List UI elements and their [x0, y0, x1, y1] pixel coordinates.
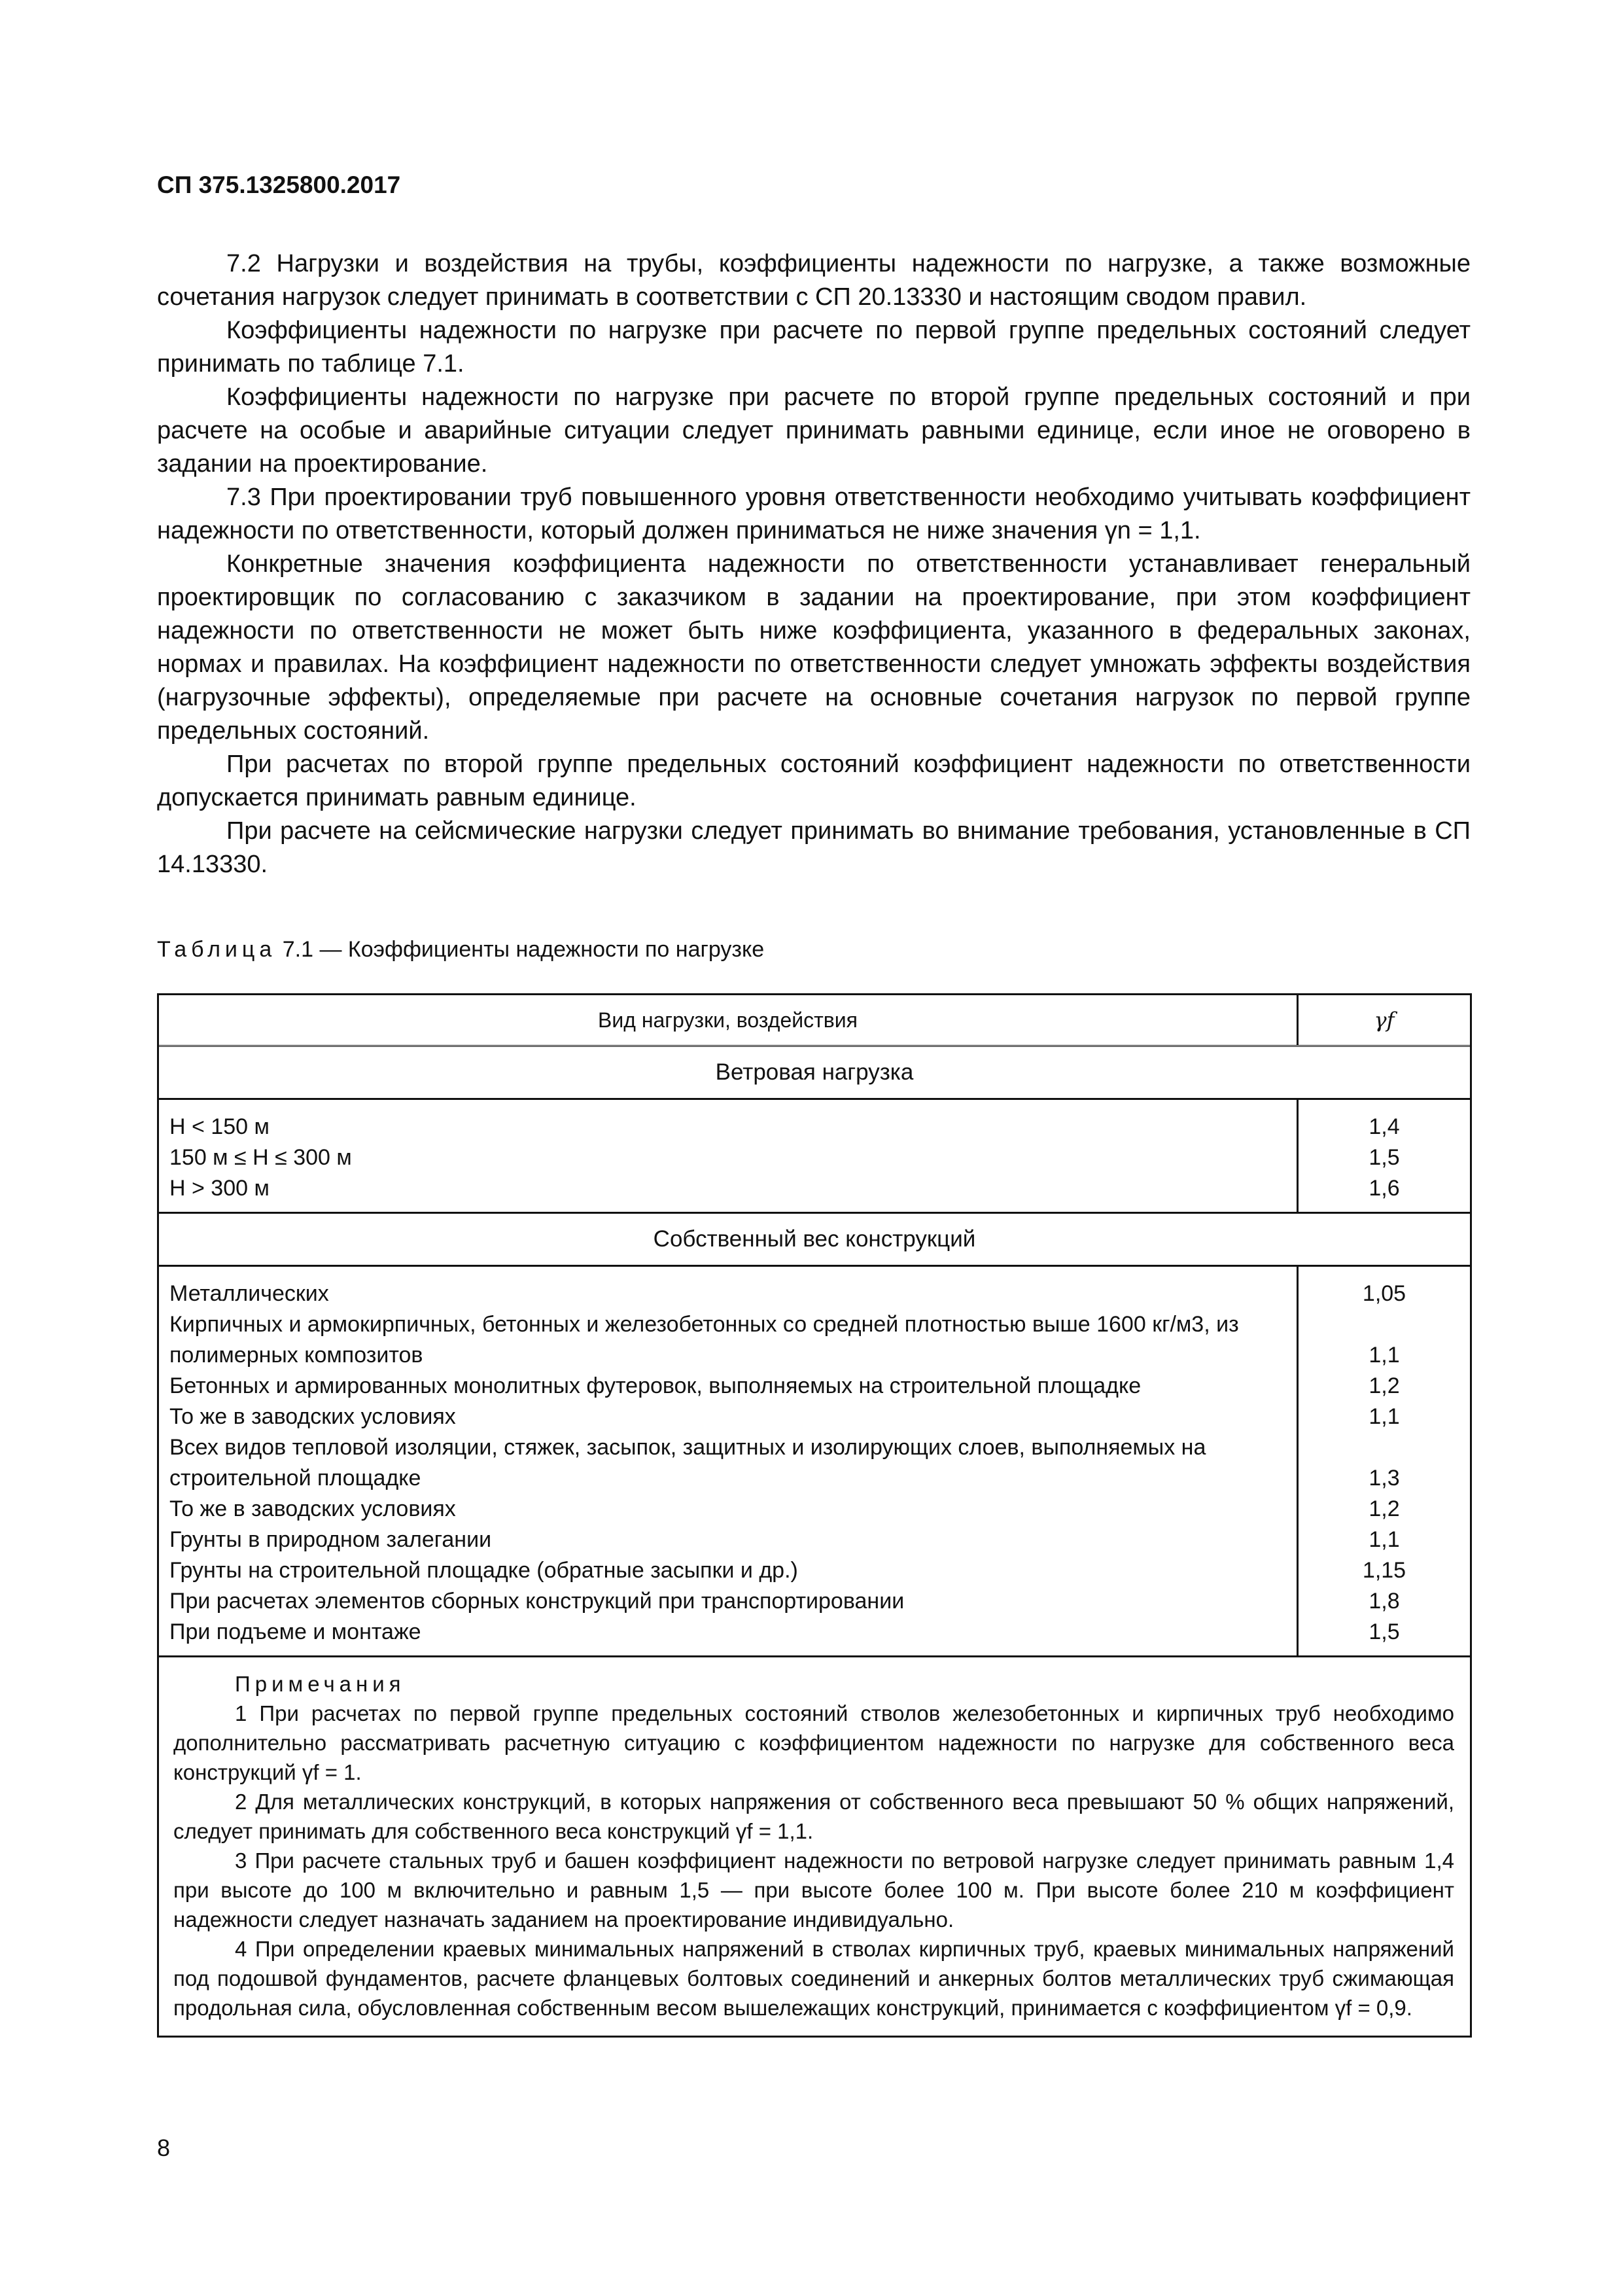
table-row	[159, 1099, 1470, 1143]
row-value: 1,15	[1298, 1555, 1471, 1586]
table-row	[159, 1432, 1470, 1494]
table-header-row	[159, 995, 1470, 1046]
load-factors-table	[157, 993, 1472, 2038]
note-item: 2 Для металлических конструкций, в которых напряжения от собственного веса превышают 50 % общих напряжений, следует принимать для собственного веса конструкций γf = 1,1.	[173, 1790, 1454, 1843]
row-label: Грунты на строительной площадке (обратные засыпки и др.)	[169, 1558, 798, 1583]
note-item: 3 При расчете стальных труб и башен коэффициент надежности по ветровой нагрузке следует принимать равным 1,4 при высоте до 100 м включительно и равным 1,5 — при высоте более 100 м. При высоте более 210 м коэффициент надежности следует назначать заданием на проектирование индивидуально.	[173, 1848, 1454, 1932]
row-label: Кирпичных и армокирпичных, бетонных и железобетонных со средней плотностью выше 1600 кг/м3, из полимерных композитов	[169, 1312, 1239, 1368]
row-value: 1,1	[1298, 1402, 1471, 1432]
table-row	[159, 1142, 1470, 1173]
paragraph: При расчетах по второй группе предельных состояний коэффициент надежности по ответственности допускается принимать равным единице.	[157, 751, 1471, 811]
row-value: 1,8	[1298, 1586, 1471, 1617]
row-label: Бетонных и армированных монолитных футеровок, выполняемых на строительной площадке	[169, 1373, 1142, 1398]
page-number: 8	[157, 2134, 171, 2161]
table-caption-word: Таблица	[157, 937, 277, 962]
table-row	[159, 1402, 1470, 1432]
row-value: 1,2	[1298, 1371, 1471, 1402]
table-row	[159, 1617, 1470, 1657]
row-label: То же в заводских условиях	[169, 1404, 456, 1429]
row-value: 1,05	[1298, 1266, 1471, 1310]
paragraph: 7.2 Нагрузки и воздействия на трубы, коэффициенты надежности по нагрузке, а также возможные сочетания нагрузок следует принимать в соответствии с СП 20.13330 и настоящим сводом правил.	[157, 250, 1471, 311]
section-title-self-weight: Собственный вес конструкций	[159, 1213, 1470, 1266]
notes-row	[159, 1657, 1470, 2036]
row-label: То же в заводских условиях	[169, 1496, 456, 1521]
paragraph: Коэффициенты надежности по нагрузке при расчете по второй группе предельных состояний и при расчете на особые и аварийные ситуации следует принимать равными единице, если иное не оговорено в задании на проектирование.	[157, 383, 1471, 478]
table-row	[159, 1266, 1470, 1310]
row-value: 1,5	[1298, 1142, 1471, 1173]
row-value: 1,4	[1298, 1099, 1471, 1143]
table-row	[159, 1555, 1470, 1586]
row-value: 1,1	[1298, 1309, 1471, 1371]
note-item: 4 При определении краевых минимальных напряжений в стволах кирпичных труб, краевых минимальных напряжений под подошвой фундаментов, расчете фланцевых болтовых соединений и анкерных болтов металлических труб сжимающая продольная сила, обусловленная собственным весом вышележащих конструкций, принимается с коэффициентом γf = 0,9.	[173, 1937, 1454, 2020]
table-row	[159, 1371, 1470, 1402]
row-label: H > 300 м	[169, 1176, 270, 1201]
paragraph: 7.3 При проектировании труб повышенного уровня ответственности необходимо учитывать коэффициент надежности по ответственности, который должен приниматься не ниже значения γn = 1,1.	[157, 484, 1471, 544]
table-caption-title: 7.1 — Коэффициенты надежности по нагрузке	[282, 937, 765, 962]
row-value: 1,2	[1298, 1494, 1471, 1525]
paragraph: Конкретные значения коэффициента надежности по ответственности устанавливает генеральный проектировщик по согласованию с заказчиком в задании на проектирование, при этом коэффициент надежности по ответственности не может быть ниже коэффициента, указанного в федеральных законах, нормах и правилах. На коэффициент надежности по ответственности следует умножать эффекты воздействия (нагрузочные эффекты), определяемые при расчете на основные сочетания нагрузок по первой группе предельных состояний.	[157, 550, 1471, 745]
row-label: 150 м ≤ H ≤ 300 м	[169, 1145, 352, 1170]
row-label: Всех видов тепловой изоляции, стяжек, засыпок, защитных и изолирующих слоев, выполняемых на строительной площадке	[169, 1435, 1206, 1491]
table-row	[159, 1586, 1470, 1617]
table-row	[159, 1173, 1470, 1213]
row-value: 1,6	[1298, 1173, 1471, 1213]
body-text	[157, 247, 1471, 881]
table-caption	[157, 937, 764, 963]
row-value: 1,3	[1298, 1432, 1471, 1494]
table-row	[159, 1309, 1470, 1371]
section-row-wind	[159, 1046, 1470, 1099]
column-header-load-type: Вид нагрузки, воздействия	[159, 995, 1298, 1046]
column-header-gamma-f: γf	[1298, 995, 1471, 1046]
row-label: Металлических	[169, 1281, 329, 1306]
note-item: 1 При расчетах по первой группе предельных состояний стволов железобетонных и кирпичных труб необходимо дополнительно рассматривать расчетную ситуацию с коэффициентом надежности по нагрузке для собственного веса конструкций γf = 1.	[173, 1701, 1454, 1784]
table-row	[159, 1525, 1470, 1555]
document-code: СП 375.1325800.2017	[157, 171, 401, 198]
notes-block	[159, 1657, 1470, 2036]
row-label: H < 150 м	[169, 1114, 270, 1139]
row-label: При подъеме и монтаже	[169, 1619, 421, 1644]
paragraph: При расчете на сейсмические нагрузки следует принимать во внимание требования, установленные в СП 14.13330.	[157, 817, 1471, 878]
notes-title: Примечания	[235, 1672, 406, 1696]
section-row-self-weight	[159, 1213, 1470, 1266]
row-label: Грунты в природном залегании	[169, 1527, 492, 1552]
section-title-wind: Ветровая нагрузка	[159, 1046, 1470, 1099]
row-value: 1,1	[1298, 1525, 1471, 1555]
table-row	[159, 1494, 1470, 1525]
row-label: При расчетах элементов сборных конструкций при транспортировании	[169, 1589, 905, 1614]
row-value: 1,5	[1298, 1617, 1471, 1657]
paragraph: Коэффициенты надежности по нагрузке при расчете по первой группе предельных состояний следует принимать по таблице 7.1.	[157, 317, 1471, 378]
